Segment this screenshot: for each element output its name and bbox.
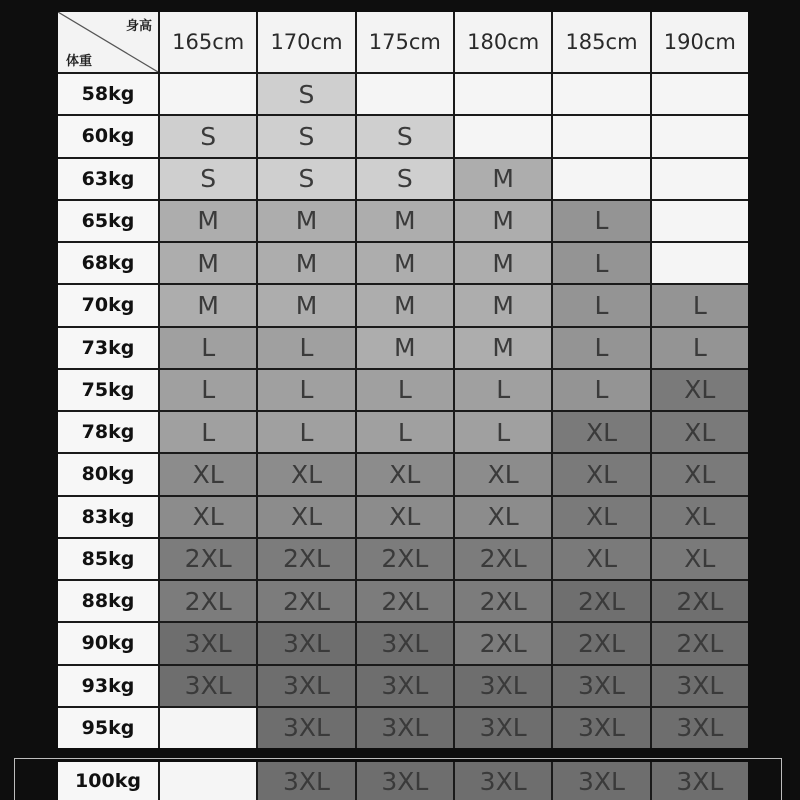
size-cell: 3XL [357, 708, 453, 748]
size-cell: 2XL [258, 539, 354, 579]
size-cell: M [160, 243, 256, 283]
size-cell: L [258, 370, 354, 410]
size-cell: 2XL [160, 539, 256, 579]
size-cell: XL [652, 539, 748, 579]
size-cell: M [357, 201, 453, 241]
size-cell [652, 201, 748, 241]
weight-label-85kg: 85kg [58, 539, 158, 579]
size-cell: L [357, 412, 453, 452]
height-header-190cm: 190cm [652, 12, 748, 72]
size-cell: XL [652, 370, 748, 410]
size-cell: 3XL [357, 666, 453, 706]
size-cell: XL [258, 497, 354, 537]
size-cell: 2XL [455, 539, 551, 579]
size-cell: S [160, 116, 256, 156]
size-cell: XL [553, 412, 649, 452]
size-cell [652, 116, 748, 156]
size-cell: M [160, 285, 256, 325]
size-cell: 3XL [652, 762, 748, 800]
size-cell: 3XL [357, 762, 453, 800]
size-cell [357, 74, 453, 114]
size-cell: 2XL [652, 581, 748, 621]
weight-label-65kg: 65kg [58, 201, 158, 241]
size-cell: L [553, 243, 649, 283]
weight-label-68kg: 68kg [58, 243, 158, 283]
size-cell: M [455, 328, 551, 368]
size-cell [160, 708, 256, 748]
weight-label-88kg: 88kg [58, 581, 158, 621]
size-cell: 3XL [553, 762, 649, 800]
size-cell: M [357, 243, 453, 283]
size-cell: 3XL [160, 666, 256, 706]
size-cell: L [553, 201, 649, 241]
size-cell [652, 243, 748, 283]
size-cell: 2XL [258, 581, 354, 621]
height-header-165cm: 165cm [160, 12, 256, 72]
size-cell: L [258, 328, 354, 368]
size-cell: M [258, 285, 354, 325]
size-cell: 3XL [357, 623, 453, 663]
size-cell: 2XL [553, 581, 649, 621]
size-cell: 3XL [258, 666, 354, 706]
size-cell: 3XL [160, 623, 256, 663]
weight-label-60kg: 60kg [58, 116, 158, 156]
size-cell [160, 762, 256, 800]
size-cell: S [357, 159, 453, 199]
size-cell: XL [553, 497, 649, 537]
weight-label-90kg: 90kg [58, 623, 158, 663]
size-cell: XL [258, 454, 354, 494]
weight-label-70kg: 70kg [58, 285, 158, 325]
size-cell [652, 159, 748, 199]
size-cell: M [455, 243, 551, 283]
height-header-170cm: 170cm [258, 12, 354, 72]
size-cell: S [357, 116, 453, 156]
weight-label-93kg: 93kg [58, 666, 158, 706]
size-cell: 2XL [553, 623, 649, 663]
weight-label-80kg: 80kg [58, 454, 158, 494]
size-cell: M [160, 201, 256, 241]
size-cell: XL [160, 454, 256, 494]
size-cell: L [455, 412, 551, 452]
size-cell: XL [357, 497, 453, 537]
weight-label-63kg: 63kg [58, 159, 158, 199]
weight-label-95kg: 95kg [58, 708, 158, 748]
size-cell: 2XL [160, 581, 256, 621]
size-cell [553, 116, 649, 156]
size-cell: XL [160, 497, 256, 537]
size-cell: L [652, 285, 748, 325]
size-cell: 2XL [357, 581, 453, 621]
size-cell: 3XL [455, 708, 551, 748]
height-header-185cm: 185cm [553, 12, 649, 72]
weight-axis-label: 体重 [66, 54, 93, 69]
weight-label-78kg: 78kg [58, 412, 158, 452]
weight-label-83kg: 83kg [58, 497, 158, 537]
size-cell: 3XL [652, 666, 748, 706]
size-cell: S [258, 74, 354, 114]
size-cell: M [258, 201, 354, 241]
size-cell: XL [652, 412, 748, 452]
size-cell: L [357, 370, 453, 410]
size-chart-table [58, 12, 748, 748]
size-cell: 3XL [652, 708, 748, 748]
size-cell: 2XL [652, 623, 748, 663]
size-cell: 3XL [553, 708, 649, 748]
size-cell: M [455, 285, 551, 325]
weight-label-73kg: 73kg [58, 328, 158, 368]
size-cell: 2XL [455, 623, 551, 663]
size-cell: XL [553, 539, 649, 579]
size-cell: M [455, 159, 551, 199]
size-cell: XL [652, 454, 748, 494]
size-cell: M [258, 243, 354, 283]
size-cell: XL [652, 497, 748, 537]
size-cell: 2XL [357, 539, 453, 579]
size-cell: 3XL [258, 708, 354, 748]
table-row-tail [58, 762, 748, 800]
size-cell [553, 74, 649, 114]
size-cell [160, 74, 256, 114]
size-cell: 3XL [258, 762, 354, 800]
size-cell: XL [455, 497, 551, 537]
size-cell: S [258, 159, 354, 199]
size-cell: L [455, 370, 551, 410]
height-header-180cm: 180cm [455, 12, 551, 72]
size-cell: L [553, 285, 649, 325]
size-cell [455, 74, 551, 114]
size-cell: L [160, 412, 256, 452]
size-cell [455, 116, 551, 156]
size-cell: L [553, 328, 649, 368]
size-cell: S [258, 116, 354, 156]
size-cell: 3XL [258, 623, 354, 663]
size-cell: XL [455, 454, 551, 494]
weight-label-75kg: 75kg [58, 370, 158, 410]
size-cell: L [258, 412, 354, 452]
size-cell: 3XL [455, 762, 551, 800]
size-cell: XL [553, 454, 649, 494]
weight-label-58kg: 58kg [58, 74, 158, 114]
size-cell: S [160, 159, 256, 199]
size-cell: M [357, 285, 453, 325]
size-cell: M [455, 201, 551, 241]
height-header-175cm: 175cm [357, 12, 453, 72]
size-cell: L [553, 370, 649, 410]
size-cell: 3XL [455, 666, 551, 706]
size-cell [553, 159, 649, 199]
size-cell: L [160, 370, 256, 410]
height-axis-label: 身高 [125, 19, 152, 34]
size-cell: 3XL [553, 666, 649, 706]
size-cell: 2XL [455, 581, 551, 621]
size-cell: L [652, 328, 748, 368]
size-cell: M [357, 328, 453, 368]
weight-label-100kg: 100kg [58, 762, 158, 800]
size-cell [652, 74, 748, 114]
corner-header-cell [58, 12, 158, 72]
size-cell: L [160, 328, 256, 368]
size-cell: XL [357, 454, 453, 494]
